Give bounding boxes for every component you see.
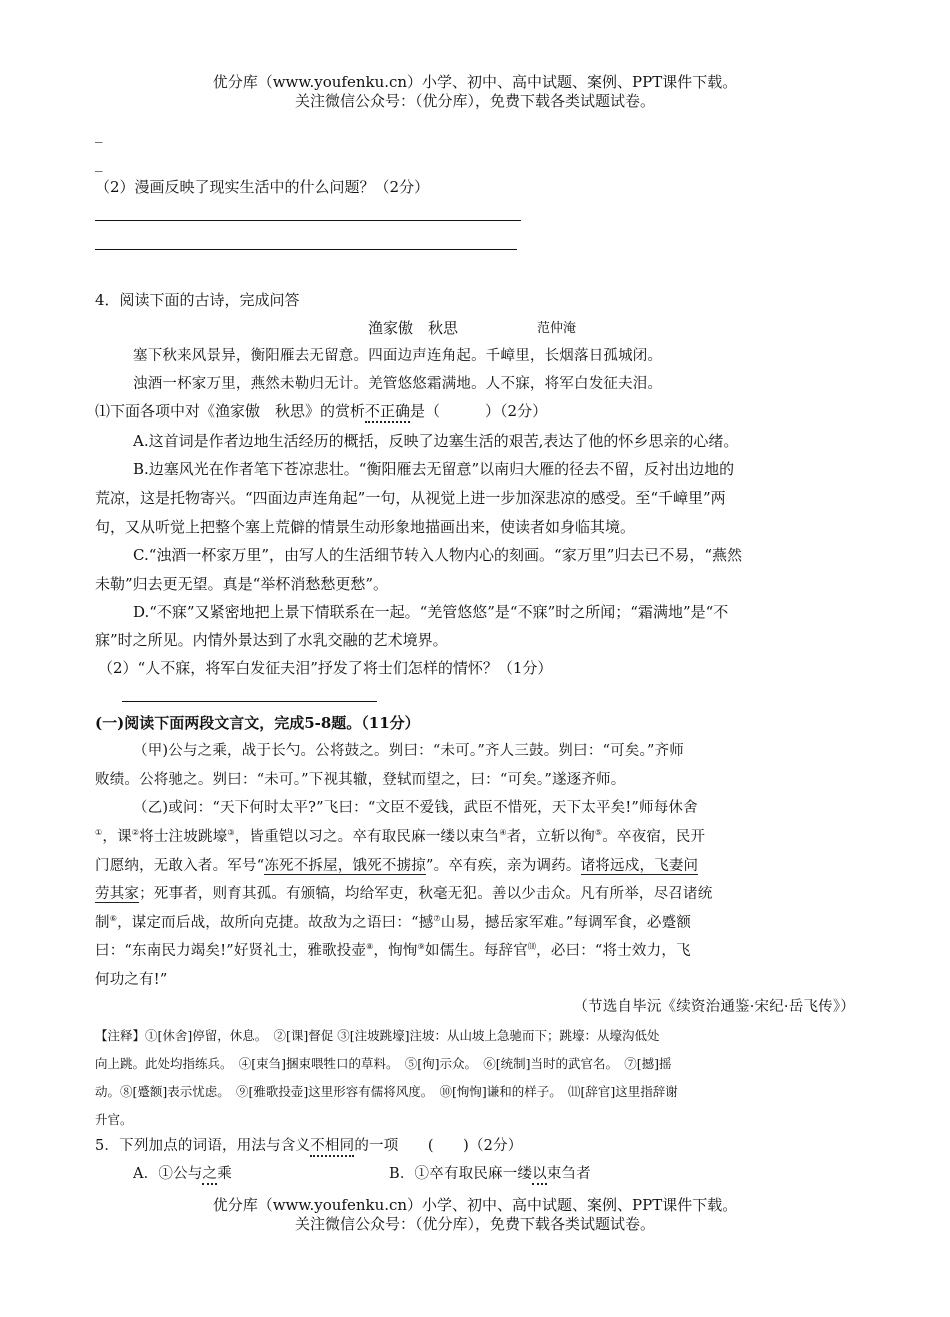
- text-run: ，课: [102, 829, 132, 845]
- text-run: B．①卒有取民麻一缕: [389, 1166, 533, 1182]
- emphasis-word: 以: [532, 1166, 547, 1185]
- emphasis-not-same: 不相同: [310, 1138, 354, 1157]
- answer-line: [95, 249, 517, 250]
- underlined-phrase: 诸将远戍，飞妻问: [580, 858, 699, 874]
- note-mark: ⑧: [366, 942, 374, 951]
- passage-yi-line-2: [95, 827, 705, 847]
- text-run: ”。卒有疾，亲为调药。: [426, 858, 581, 874]
- passage-yi-line-6: [95, 941, 691, 961]
- text-run: 的一项 ( )（2分）: [354, 1138, 523, 1154]
- header-line-2: 关注微信公众号：（优分库），免费下载各类试题试卷。: [294, 92, 655, 110]
- sub1-text-b: 是（ ）（2分）: [410, 402, 548, 420]
- question-4-sub2: （2）“人不寐，将军白发征夫泪”抒发了将士们怎样的情怀？（1分）: [98, 659, 553, 677]
- notes-line-3: 动。⑧[蹙额]表示忧虑。 ⑨[雅歌投壶]这里形容有儒将风度。 ⑩[恂恂]谦和的样子。 ⑾[辞官]这里指辞谢: [95, 1084, 678, 1099]
- notes-line-2: 向上跳。此处均指练兵。 ④[束刍]捆束喂牲口的草料。 ⑤[徇]示众。 ⑥[统制]当时的武官名。 ⑦[撼]摇: [95, 1056, 672, 1071]
- option-b-line-2: 荒凉，这是托物寄兴。“四面边声连角起”一句，从视觉上进一步加深悲凉的感受。至“千嶂里”两: [95, 489, 726, 507]
- text-run: 门愿纳，无敢入者。军号“: [95, 858, 265, 874]
- option-b-line-1: B.边塞风光在作者笔下苍凉悲壮。“衡阳雁去无留意”以南归大雁的径去不留，反衬出边地的: [133, 460, 735, 478]
- text-run: 如儒生。每辞官: [425, 943, 528, 959]
- text-run: A．①公与: [133, 1166, 203, 1182]
- question-5-stem: [95, 1136, 522, 1156]
- answer-dash: _: [95, 125, 103, 143]
- note-mark: ③: [227, 828, 235, 837]
- notes-line-1: 【注释】①[休舍]停留，休息。 ②[课]督促 ③[注坡跳壕]注坡：从山坡上急驰而下；跳壕：从壕沟低处: [95, 1028, 660, 1043]
- poem-title: 渔家傲 秋思: [368, 319, 459, 337]
- poem-author: 范仲淹: [537, 321, 577, 336]
- notes-line-4: 升官。: [95, 1112, 133, 1127]
- underlined-phrase: 劳其家: [95, 886, 140, 902]
- footer-line-1: 优分库（www.youfenku.cn）小学、初中、高中试题、案例、PPT课件下载。: [212, 1196, 738, 1214]
- question-comic-2: （2）漫画反映了现实生活中的什么问题？（2分）: [95, 178, 430, 196]
- passage-yi-line-1: （乙)或问：“天下何时太平?”飞曰：“文臣不爱钱，武臣不惜死，天下太平矣!”师每休舍: [133, 800, 698, 816]
- footer-line-2: 关注微信公众号：（优分库），免费下载各类试题试卷。: [294, 1215, 655, 1233]
- note-mark: ②: [131, 828, 140, 837]
- text-run: 乘: [217, 1166, 232, 1182]
- answer-line: [122, 701, 377, 702]
- text-run: ，恂恂: [373, 943, 418, 959]
- text-run: 将士注坡跳壕: [139, 829, 228, 845]
- note-mark: ⑥: [109, 914, 118, 923]
- question-4-sub1: [95, 401, 547, 421]
- note-mark: ①: [95, 828, 103, 837]
- section-heading: (一)阅读下面两段文言文，完成5-8题。（11分）: [95, 714, 420, 732]
- sub1-text-a: ⑴下面各项中对《渔家傲 秋思》的赏析: [95, 402, 366, 420]
- option-c-line-2: 未勒”归去更无望。真是“举杯消愁愁更愁”。: [95, 575, 389, 593]
- passage-jia-line-2: 败绩。公将驰之。刿曰：“未可。”下视其辙，登轼而望之，曰：“可矣。”遂逐齐师。: [95, 772, 626, 788]
- passage-yi-line-5: [95, 913, 691, 933]
- note-mark: ⑽: [527, 942, 537, 951]
- question-4-intro: 4．阅读下面的古诗，完成问答: [95, 291, 300, 309]
- text-run: ；死事者，则育其孤。有颁犒，均给军吏，秋毫无犯。善以少击众。凡有所举，尽召诸统: [139, 886, 713, 902]
- emphasis-word: 之: [202, 1166, 217, 1185]
- text-run: 束刍者: [546, 1166, 591, 1182]
- text-run: 制: [95, 915, 110, 931]
- text-run: ，谋定而后战，故所向克捷。故敌为之语曰：“撼: [117, 915, 434, 931]
- text-run: 山易，撼岳家军难。”每调军食，必蹙额: [440, 915, 692, 931]
- note-mark: ⑦: [433, 914, 441, 923]
- answer-line: [95, 220, 521, 221]
- text-run: 5．下列加点的词语，用法与含义: [95, 1138, 311, 1154]
- poem-line-1: 塞下秋来风景异，衡阳雁去无留意。四面边声连角起。千嶂里，长烟落日孤城闭。: [133, 348, 663, 364]
- passage-yi-line-7: 何功之有!”: [95, 972, 168, 988]
- underlined-phrase: 冻死不拆屋，饿死不掳掠: [264, 858, 427, 874]
- text-run: 者，立斩以徇: [506, 829, 595, 845]
- header-line-1: 优分库（www.youfenku.cn）小学、初中、高中试题、案例、PPT课件下载。: [212, 73, 738, 91]
- option-c-line-1: C.“浊酒一杯家万里”，由写人的生活细节转入人物内心的刻画。“家万里”归去已不易，“燕然: [133, 546, 743, 564]
- question-5-option-a: [133, 1164, 232, 1184]
- note-mark: ⑤: [594, 828, 603, 837]
- text-run: ，必曰：“将士效力，飞: [536, 943, 691, 959]
- passage-yi-line-4: [95, 884, 712, 904]
- text-run: ，皆重铠以习之。卒有取民麻一缕以束刍: [234, 829, 500, 845]
- note-mark: ⑨: [417, 942, 426, 951]
- emphasis-not-correct: 不正确: [365, 402, 410, 423]
- option-b-line-3: 句，又从听觉上把整个塞上荒僻的情景生动形象地描画出来，使读者如身临其境。: [95, 518, 636, 536]
- option-d-line-1: D.“不寐”又紧密地把上景下情联系在一起。“羌管悠悠”是“不寐”时之所闻；“霜满地”是“不: [133, 603, 729, 621]
- passage-yi-line-3: [95, 856, 698, 876]
- answer-dash: _: [95, 154, 103, 172]
- question-5-option-b: [389, 1164, 591, 1184]
- note-mark: ④: [499, 828, 507, 837]
- option-d-line-2: 寐”时之所见。内情外景达到了水乳交融的艺术境界。: [95, 631, 448, 649]
- passage-jia-line-1: （甲)公与之乘，战于长勺。公将鼓之。刿曰：“未可。”齐人三鼓。刿曰：“可矣。”齐师: [133, 743, 685, 759]
- passage-source: （节选自毕沅《续资治通鉴·宋纪·岳飞传》）: [573, 999, 855, 1015]
- poem-line-2: 浊酒一杯家万里，燕然未勒归无计。羌管悠悠霜满地。人不寐，将军白发征夫泪。: [133, 376, 663, 392]
- text-run: 曰：“东南民力竭矣!”好贤礼士，雅歌投壶: [95, 943, 367, 959]
- option-a: A.这首词是作者边地生活经历的概括，反映了边塞生活的艰苦,表达了他的怀乡思亲的心绪。: [133, 432, 739, 450]
- text-run: 。卒夜宿，民开: [602, 829, 706, 845]
